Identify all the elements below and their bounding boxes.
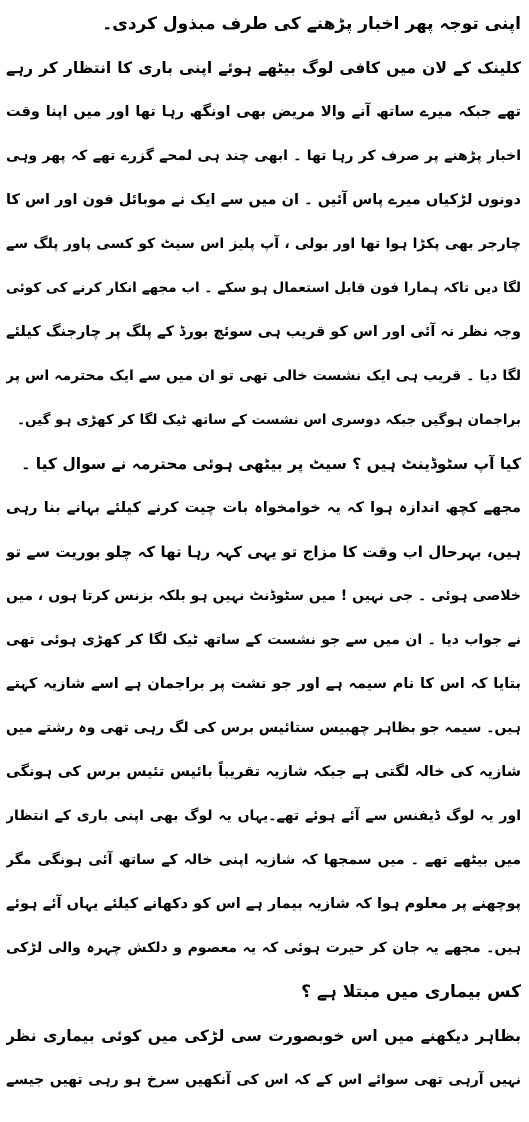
text-line-14: خلاصی ہوئی ۔ جی نہیں ! میں سٹوڈنٹ نہیں ہو بلکہ بزنس کرتا ہوں ، میں [6,588,521,604]
text-line-2: کلینک کے لان میں کافی لوگ بیٹھے ہوئے اپنی باری کا انتظار کر رہے [6,59,521,77]
text-line-7: لگا دیں تاکہ ہمارا فون قابل استعمال ہو سکے ۔ اب مجھے انکار کرنے کی کوئی [6,280,521,296]
text-line-11: کیا آپ سٹوڈینٹ ہیں ؟ سیٹ پر بیٹھی ہوئی محترمہ نے سوال کیا ۔ [21,455,521,473]
text-line-9: لگا دیا ۔ قریب ہی ایک نشست خالی تھی تو ان میں سے ایک محترمہ اس پر [6,368,521,384]
text-line-25: نہیں آرہی تھی سوائے اس کے کہ اس کی آنکھیں سرخ ہو رہی تھیں جیسے [6,1072,521,1088]
text-line-22: ہیں۔ مجھے یہ جان کر حیرت ہوئی کہ یہ معصوم و دلکش چہرہ والی لڑکی [6,940,521,956]
text-line-10: براجمان ہوگیں جبکہ دوسری اس نشست کے ساتھ ٹیک لگا کر کھڑی ہو گیں۔ [17,412,521,428]
text-line-8: وجہ نظر نہ آئی اور اس کو قریب ہی سوئچ بورڈ کے پلگ پر چارجنگ کیلئے [6,324,521,340]
text-line-6: چارجر بھی پکڑا ہوا تھا اور بولی ، آپ پلیز اس سیٹ کو کسی پاور پلگ سے [6,236,521,252]
text-line-23: کس بیماری میں مبتلا ہے ؟ [301,982,521,1002]
text-line-12: مجھے کچھ اندازہ ہوا کہ یہ خوامخواہ بات چیت کرنے کیلئے بہانے بنا رہی [6,500,521,516]
text-line-20: میں بیٹھے تھے ۔ میں سمجھا کہ شازیہ اپنی خالہ کے ساتھ آئی ہونگی مگر [6,852,521,868]
text-line-16: بتایا کہ اس کا نام سیمہ ہے اور جو نشت پر براجمان ہے اسے شازیہ کہتے [6,676,521,692]
text-line-21: پوچھنے پر معلوم ہوا کہ شازیہ بیمار ہے اس کو دکھانے کیلئے یہاں آئے ہوئے [6,896,521,912]
text-line-4: اخبار پڑھنے پر صرف کر رہا تھا ۔ ابھی چند ہی لمحے گزرے تھے کہ پھر وہی [6,148,521,164]
text-line-15: نے جواب دیا ۔ ان میں سے جو نشست کے ساتھ ٹیک لگا کر کھڑی ہوئی تھی [6,632,521,648]
text-line-1: اپنی توجہ پھر اخبار پڑھنے کی طرف مبذول کردی۔ [102,14,521,34]
text-line-5: دونوں لڑکیاں میرے پاس آئیں ۔ ان میں سے ایک نے موبائل فون اور اس کا [6,192,521,208]
text-line-18: شازیہ کی خالہ لگتی ہے جبکہ شازیہ تقریباً بائیس تئیس برس کی ہونگی [6,764,521,780]
text-line-3: تھے جبکہ میرے ساتھ آنے والا مریض بھی اونگھ رہا تھا اور میں اپنا وقت [6,104,521,120]
text-line-13: ہیں، بہرحال اب وقت کا مزاج تو یہی کہہ رہا تھا کہ چلو بوریت سے تو [6,543,521,561]
text-line-19: اور یہ لوگ ڈیفنس سے آئے ہوئے تھے۔یہاں یہ لوگ بھی اپنی باری کے انتظار [6,808,521,824]
text-line-17: ہیں۔ سیمہ جو بظاہر چھبیس ستائیس برس کی لگ رہی تھی وہ رشتے میں [6,720,521,736]
text-line-24: بظاہر دیکھنے میں اس خوبصورت سی لڑکی میں کوئی بیماری نظر [6,1027,521,1045]
